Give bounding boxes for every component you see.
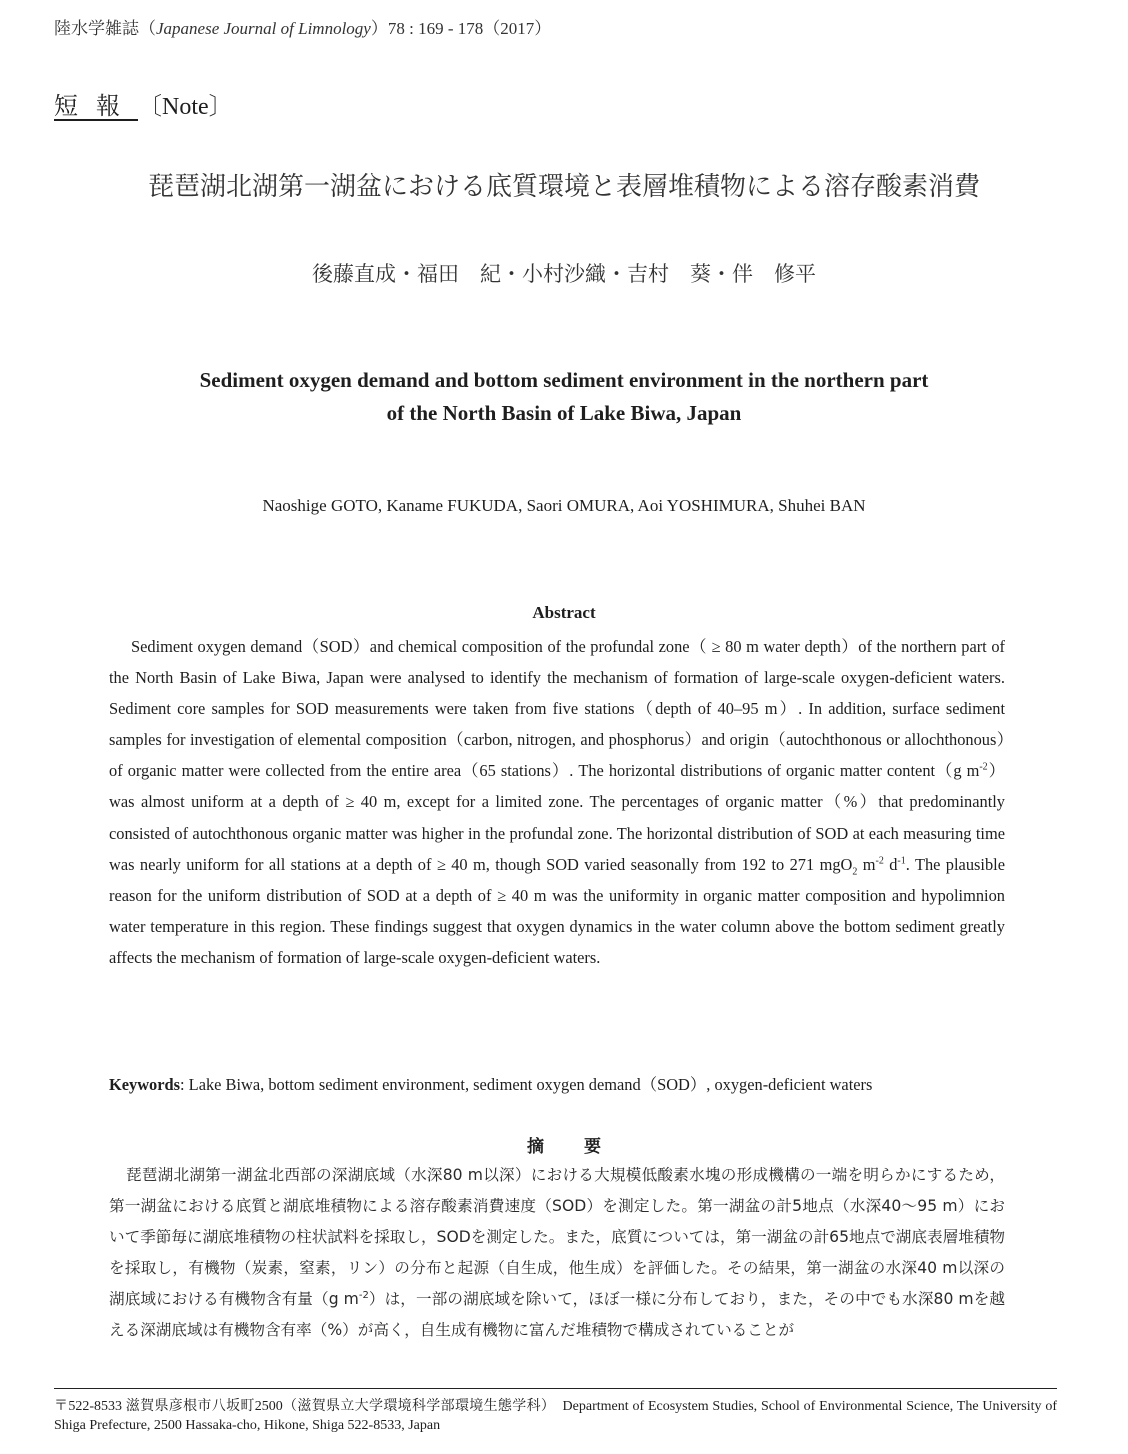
affiliation-en: Department of Ecosystem Studies, School of Environmental Science, The University of Shiga Prefecture, 2500 Hassaka-cho, Hikone, Shiga 522-8533, Japan — [54, 1399, 1057, 1433]
abstract-body — [109, 631, 1005, 973]
keywords — [109, 1071, 1029, 1095]
abstract-sub-1: 2 — [852, 865, 858, 877]
abstract-text-3: m — [857, 854, 876, 874]
article-type — [54, 86, 233, 121]
journal-volume-pages: ）78 : 169 - 178（2017） — [370, 19, 552, 38]
abstract-text-4: d — [883, 854, 898, 874]
abstract-heading: Abstract — [532, 603, 596, 622]
summary-jp-text-1: 琵琶湖北湖第一湖盆北西部の深湖底域（水深80 m以深）における大規模低酸素水塊の形成機構の一端を明らかにするため，第一湖盆における底質と湖底堆積物による溶存酸素消費速度（SOD）を測定した。第一湖盆の計5地点（水深40～95 m）において季節毎に湖底堆積物の柱状試料を採取し，SODを測定した。また，底質については，第一湖盆の計65地点で湖底表層堆積物を採取し，有機物（炭素，窒素，リン）の分布と起源（自生成，他生成）を評価した。その結果，第一湖盆の水深40 m以深の湖底域における有機物含有量（g m — [109, 1166, 1005, 1308]
abstract-sup-1: -2 — [979, 761, 988, 773]
summary-jp-body — [109, 1160, 1005, 1346]
article-type-en: 〔Note〕 — [138, 94, 233, 120]
article-type-jp: 短報 — [54, 94, 138, 120]
abstract-sup-3: -1 — [897, 855, 906, 867]
summary-jp-text-2: ）は，一部の湖底域を除いて，ほぼ一様に分布しており，また，その中でも水深80 mを越える深湖底域は有機物含有率（%）が高く，自生成有機物に富んだ堆積物で構成されていることが — [109, 1290, 1006, 1339]
summary-jp-sup-1: -2 — [358, 1289, 369, 1301]
abstract-sup-2: -2 — [875, 855, 884, 867]
keywords-text: : Lake Biwa, bottom sediment environment, sediment oxygen demand（SOD）, oxygen-deficient waters — [180, 1075, 873, 1094]
affiliation-jp: 〒522-8533 滋賀県彦根市八坂町2500（滋賀県立大学環境科学部環境生態学科） — [54, 1399, 549, 1414]
title-en-line-1: Sediment oxygen demand and bottom sediment environment in the northern part — [199, 368, 929, 392]
keywords-label: Keywords — [109, 1075, 181, 1094]
title-en-line-2: of the North Basin of Lake Biwa, Japan — [386, 401, 742, 425]
summary-jp-heading: 摘要 — [527, 1137, 641, 1157]
journal-header — [54, 14, 551, 39]
title-en — [100, 364, 1028, 430]
affiliation-footnote — [54, 1397, 1057, 1435]
authors-jp: 後藤直成・福田 紀・小村沙織・吉村 葵・伴 修平 — [312, 262, 816, 286]
journal-name-en: Japanese Journal of Limnology — [156, 19, 371, 38]
title-jp: 琵琶湖北湖第一湖盆における底質環境と表層堆積物による溶存酸素消費 — [147, 172, 980, 202]
abstract-text-5: . The plausible reason for the uniform distribution of SOD at a depth of ≥ 40 m was the uniformity in organic matter composition and hypolimnion water temperature in this region. These findings suggest that oxygen dynamics in the water column above the bottom sediment greatly affects the mechanism of formation of large-scale oxygen-deficient waters. — [109, 854, 1005, 967]
abstract-text-1: Sediment oxygen demand（SOD）and chemical composition of the profundal zone（ ≥ 80 m water depth）of the northern part of the North Basin of Lake Biwa, Japan were analysed to identify the mechanism of formation of large-scale oxygen-deficient waters. Sediment core samples for SOD measurements were taken from five stations（depth of 40–95 m）. In addition, surface sediment samples for investigation of elemental composition（carbon, nitrogen, and phosphorus）and origin（autochthonous or allochthonous）of organic matter were collected from the entire area（65 stations）. The horizontal distributions of organic matter content（g m — [109, 637, 1005, 781]
journal-name-jp: 陸水学雑誌（ — [54, 19, 156, 38]
footnote-divider — [54, 1388, 1057, 1389]
abstract-text-2: ）was almost uniform at a depth of ≥ 40 m, except for a limited zone. The percentages of organic matter（%）that predominantly consisted of autochthonous organic matter was higher in the profundal zone. The horizontal distribution of SOD at each measuring time was nearly uniform for all stations at a depth of ≥ 40 m, though SOD varied seasonally from 192 to 271 mgO — [109, 761, 1006, 874]
authors-en: Naoshige GOTO, Kaname FUKUDA, Saori OMURA, Aoi YOSHIMURA, Shuhei BAN — [262, 496, 866, 515]
